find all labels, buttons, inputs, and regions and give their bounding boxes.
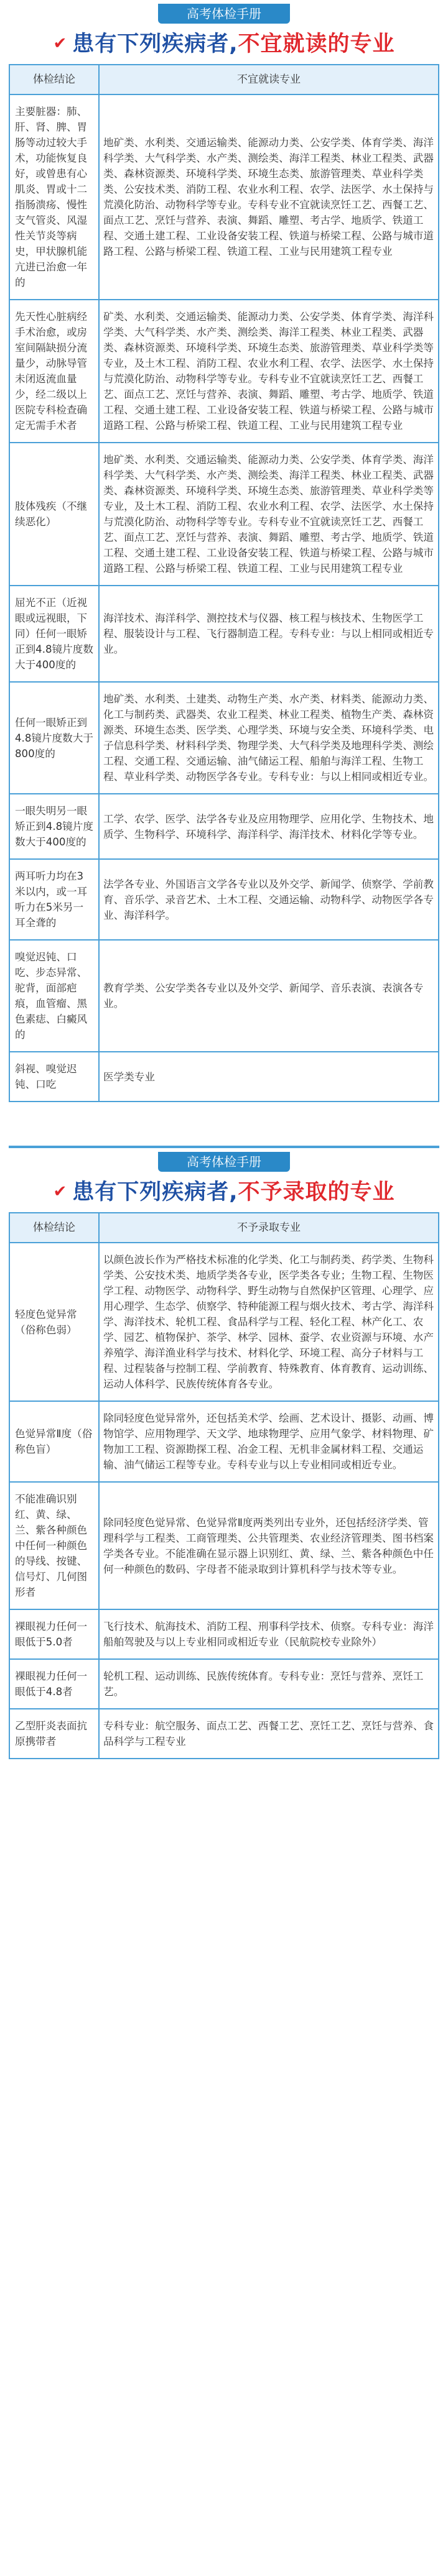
section-headline <box>9 24 439 64</box>
headline-main: 患有下列疾病者, <box>72 1180 238 1205</box>
table-row <box>9 794 439 859</box>
headline-red: 不宜就读的专业 <box>238 32 395 57</box>
majors-cell: 工学、农学、医学、法学各专业及应用物理学、应用化学、生物技术、地质学、生物科学、环境科学、海洋科学、海洋技术、材料化学等专业。 <box>99 794 439 859</box>
condition-cell: 轻度色觉异常（俗称色弱） <box>9 1243 99 1401</box>
section-headline <box>9 1172 439 1212</box>
condition-cell: 乙型肝炎表面抗原携带者 <box>9 1709 99 1759</box>
majors-cell: 矿类、水利类、交通运输类、能源动力类、公安学类、体育学类、海洋科学类、大气科学类、水产类、测绘类、海洋工程类、林业工程类、武器类、森林资源类、环境科学类、环境生态类、旅游管理类、草业科学类等专业，及土木工程、消防工程、农业水利工程、农学、法医学、水土保持与荒漠化防治、动物科学等专业。专科专业不宜就读烹饪工艺、西餐工艺、面点工艺、烹饪与营养、表演、舞蹈、雕塑、考古学、地质学、铁道工程、交通土建工程、工业设备安装工程、铁道与桥梁工程、公路与城市道路工程、公路与桥梁工程、铁道工程、工业与民用建筑工程专业 <box>99 300 439 443</box>
table-row <box>9 682 439 794</box>
majors-cell: 地矿类、水利类、交通运输类、能源动力类、公安学类、体育学类、海洋科学类、大气科学类、水产类、测绘类、海洋工程类、林业工程类、武器类、森林资源类、环境科学类、环境生态类、旅游管理类、草业科学类等专业，及土木工程、消防工程、农业水利工程、农学、法医学、水土保持与荒漠化防治、动物科学等专业。专科专业不宜就读烹饪工艺、西餐工艺、面点工艺、烹饪与营养、表演、舞蹈、雕塑、考古学、地质学、铁道工程、交通土建工程、工业设备安装工程、铁道与桥梁工程、公路与城市道路工程、公路与桥梁工程、铁道工程、工业与民用建筑工程专业 <box>99 443 439 586</box>
not-suitable-table <box>9 64 439 1102</box>
table-row <box>9 940 439 1052</box>
majors-cell: 海洋技术、海洋科学、测控技术与仪器、核工程与核技术、生物医学工程、服装设计与工程、飞行器制造工程。专科专业：与以上相同或相近专业。 <box>99 586 439 682</box>
section-not-suitable <box>0 0 448 1102</box>
column-header-condition: 体检结论 <box>9 65 99 94</box>
condition-cell: 裸眼视力任何一眼低于4.8者 <box>9 1659 99 1709</box>
majors-cell: 地矿类、水利类、交通运输类、能源动力类、公安学类、体育学类、海洋科学类、大气科学类、水产类、测绘类、海洋工程类、林业工程类、武器类、森林资源类、环境科学类、环境生态类、旅游管理类、草业科学类类、公安技术类、消防工程、农业水利工程、农学、法医学、水土保持与荒漠化防治、动物科学等专业。专科专业不宜就读烹饪工艺、西餐工艺、面点工艺、烹饪与营养、表演、舞蹈、雕塑、考古学、地质学、铁道工程、交通土建工程、工业设备安装工程、铁道与桥梁工程、公路与城市道路工程、公路与桥梁工程、铁道工程、工业与民用建筑工程专业 <box>99 94 439 300</box>
condition-cell: 先天性心脏病经手术治愈，或房室间隔缺损分流量少，动脉导管未闭返流血量少，经二级以上医院专科检查确定无需手术者 <box>9 300 99 443</box>
majors-cell: 除同轻度色觉异常外，还包括美术学、绘画、艺术设计、摄影、动画、博物馆学、应用物理学、天文学、地球物理学、应用气象学、材料物理、矿物加工工程、资源勘探工程、冶金工程、无机非金属材料工程、交通运输、油气储运工程等专业。专科专业与以上专业相同或相近专业。 <box>99 1401 439 1482</box>
majors-cell: 教育学类、公安学类各专业以及外交学、新闻学、音乐表演、表演各专业。 <box>99 940 439 1052</box>
majors-cell: 以颜色波长作为严格技术标准的化学类、化工与制药类、药学类、生物科学类、公安技术类、地质学类各专业，医学类各专业；生物工程、生物医学工程、动物医学、动物科学、野生动物与自然保护区管理、心理学、应用心理学、生态学、侦察学、特种能源工程与烟火技术、考古学、海洋科学、海洋技术、轮机工程、食品科学与工程、轻化工程、林产化工、农学、园艺、植物保护、茶学、林学、园林、蚕学、农业资源与环境、水产养殖学、海洋渔业科学与技术、材料化学、环境工程、高分子材料与工程、过程装备与控制工程、学前教育、特殊教育、体育教育、运动训练、运动人体科学、民族传统体育各专业。 <box>99 1243 439 1401</box>
majors-cell: 轮机工程、运动训练、民族传统体育。专科专业：烹饪与营养、烹饪工艺。 <box>99 1659 439 1709</box>
headline-main: 患有下列疾病者, <box>72 32 238 57</box>
table-row <box>9 1401 439 1482</box>
majors-cell: 地矿类、水利类、土建类、动物生产类、水产类、材料类、能源动力类、化工与制药类、武器类、农业工程类、林业工程类、植物生产类、森林资源类、环境生态类、医学类、心理学类、环境与安全类、环境科学类、电子信息科学类、材料科学类、物理学类、大气科学类及地理科学类、测绘工程、交通工程、交通运输、油气储运工程、船舶与海洋工程、生物工程、草业科学类、动物医学各专业。专科专业：与以上相同或相近专业。 <box>99 682 439 794</box>
condition-cell: 一眼失明另一眼矫正到4.8镜片度数大于400度的 <box>9 794 99 859</box>
column-header-majors: 不予录取专业 <box>99 1213 439 1243</box>
column-header-majors: 不宜就读专业 <box>99 65 439 94</box>
condition-cell: 肢体残疾（不继续恶化） <box>9 443 99 586</box>
condition-cell: 不能准确识别红、黄、绿、兰、紫各种颜色中任何一种颜色的导线、按键、信号灯、几何图形者 <box>9 1482 99 1609</box>
majors-cell: 法学各专业、外国语言文学各专业以及外交学、新闻学、侦察学、学前教育、音乐学、录音艺术、土木工程、交通运输、动物科学、动物医学各专业、海洋科学。 <box>99 859 439 940</box>
table-header-row <box>9 1213 439 1243</box>
condition-cell: 任何一眼矫正到4.8镜片度数大于800度的 <box>9 682 99 794</box>
condition-cell: 两耳听力均在3米以内，或一耳听力在5米另一耳全聋的 <box>9 859 99 940</box>
check-mark-icon: ✔ <box>53 1182 68 1201</box>
table-row <box>9 443 439 586</box>
table-row <box>9 586 439 682</box>
majors-cell: 除同轻度色觉异常、色觉异常Ⅱ度两类列出专业外，还包括经济学类、管理科学与工程类、工商管理类、公共管理类、农业经济管理类、图书档案学类各专业。不能准确在显示器上识别红、黄、绿、兰、紫各种颜色中任何一种颜色的数码、字母者不能录取到计算机科学与技术等专业。 <box>99 1482 439 1609</box>
table-row <box>9 94 439 300</box>
section-gap <box>0 1102 448 1146</box>
table-row <box>9 859 439 940</box>
table-row <box>9 1482 439 1609</box>
table-row <box>9 1052 439 1102</box>
headline-red: 不予录取的专业 <box>238 1180 395 1205</box>
table-row <box>9 1609 439 1659</box>
table-row <box>9 1659 439 1709</box>
table-row <box>9 1709 439 1759</box>
condition-cell: 斜视、嗅觉迟钝、口吃 <box>9 1052 99 1102</box>
section-not-admitted <box>0 1148 448 1759</box>
majors-cell: 专科专业：航空服务、面点工艺、西餐工艺、烹饪工艺、烹饪与营养、食品科学与工程专业 <box>99 1709 439 1759</box>
manual-tag: 高考体检手册 <box>158 1152 290 1172</box>
condition-cell: 色觉异常Ⅱ度（俗称色盲） <box>9 1401 99 1482</box>
condition-cell: 裸眼视力任何一眼低于5.0者 <box>9 1609 99 1659</box>
table-row <box>9 300 439 443</box>
table-header-row <box>9 65 439 94</box>
check-mark-icon: ✔ <box>53 34 68 53</box>
condition-cell: 主要脏器：肺、肝、肾、脾、胃肠等动过较大手术，功能恢复良好，或曾患有心肌炎、胃或十二指肠溃疡、慢性支气管炎、风湿性关节炎等病史，甲状腺机能亢进已治愈一年的 <box>9 94 99 300</box>
column-header-condition: 体检结论 <box>9 1213 99 1243</box>
manual-tag: 高考体检手册 <box>158 4 290 24</box>
not-admitted-table <box>9 1212 439 1759</box>
majors-cell: 飞行技术、航海技术、消防工程、刑事科学技术、侦察。专科专业：海洋船舶驾驶及与以上专业相同或相近专业（民航院校专业除外） <box>99 1609 439 1659</box>
condition-cell: 嗅觉迟钝、口吃、步态异常、驼背，面部疤痕，血管瘤、黑色素痣、白癜风的 <box>9 940 99 1052</box>
condition-cell: 屈光不正（近视眼或远视眼，下同）任何一眼矫正到4.8镜片度数大于400度的 <box>9 586 99 682</box>
majors-cell: 医学类专业 <box>99 1052 439 1102</box>
table-row <box>9 1243 439 1401</box>
